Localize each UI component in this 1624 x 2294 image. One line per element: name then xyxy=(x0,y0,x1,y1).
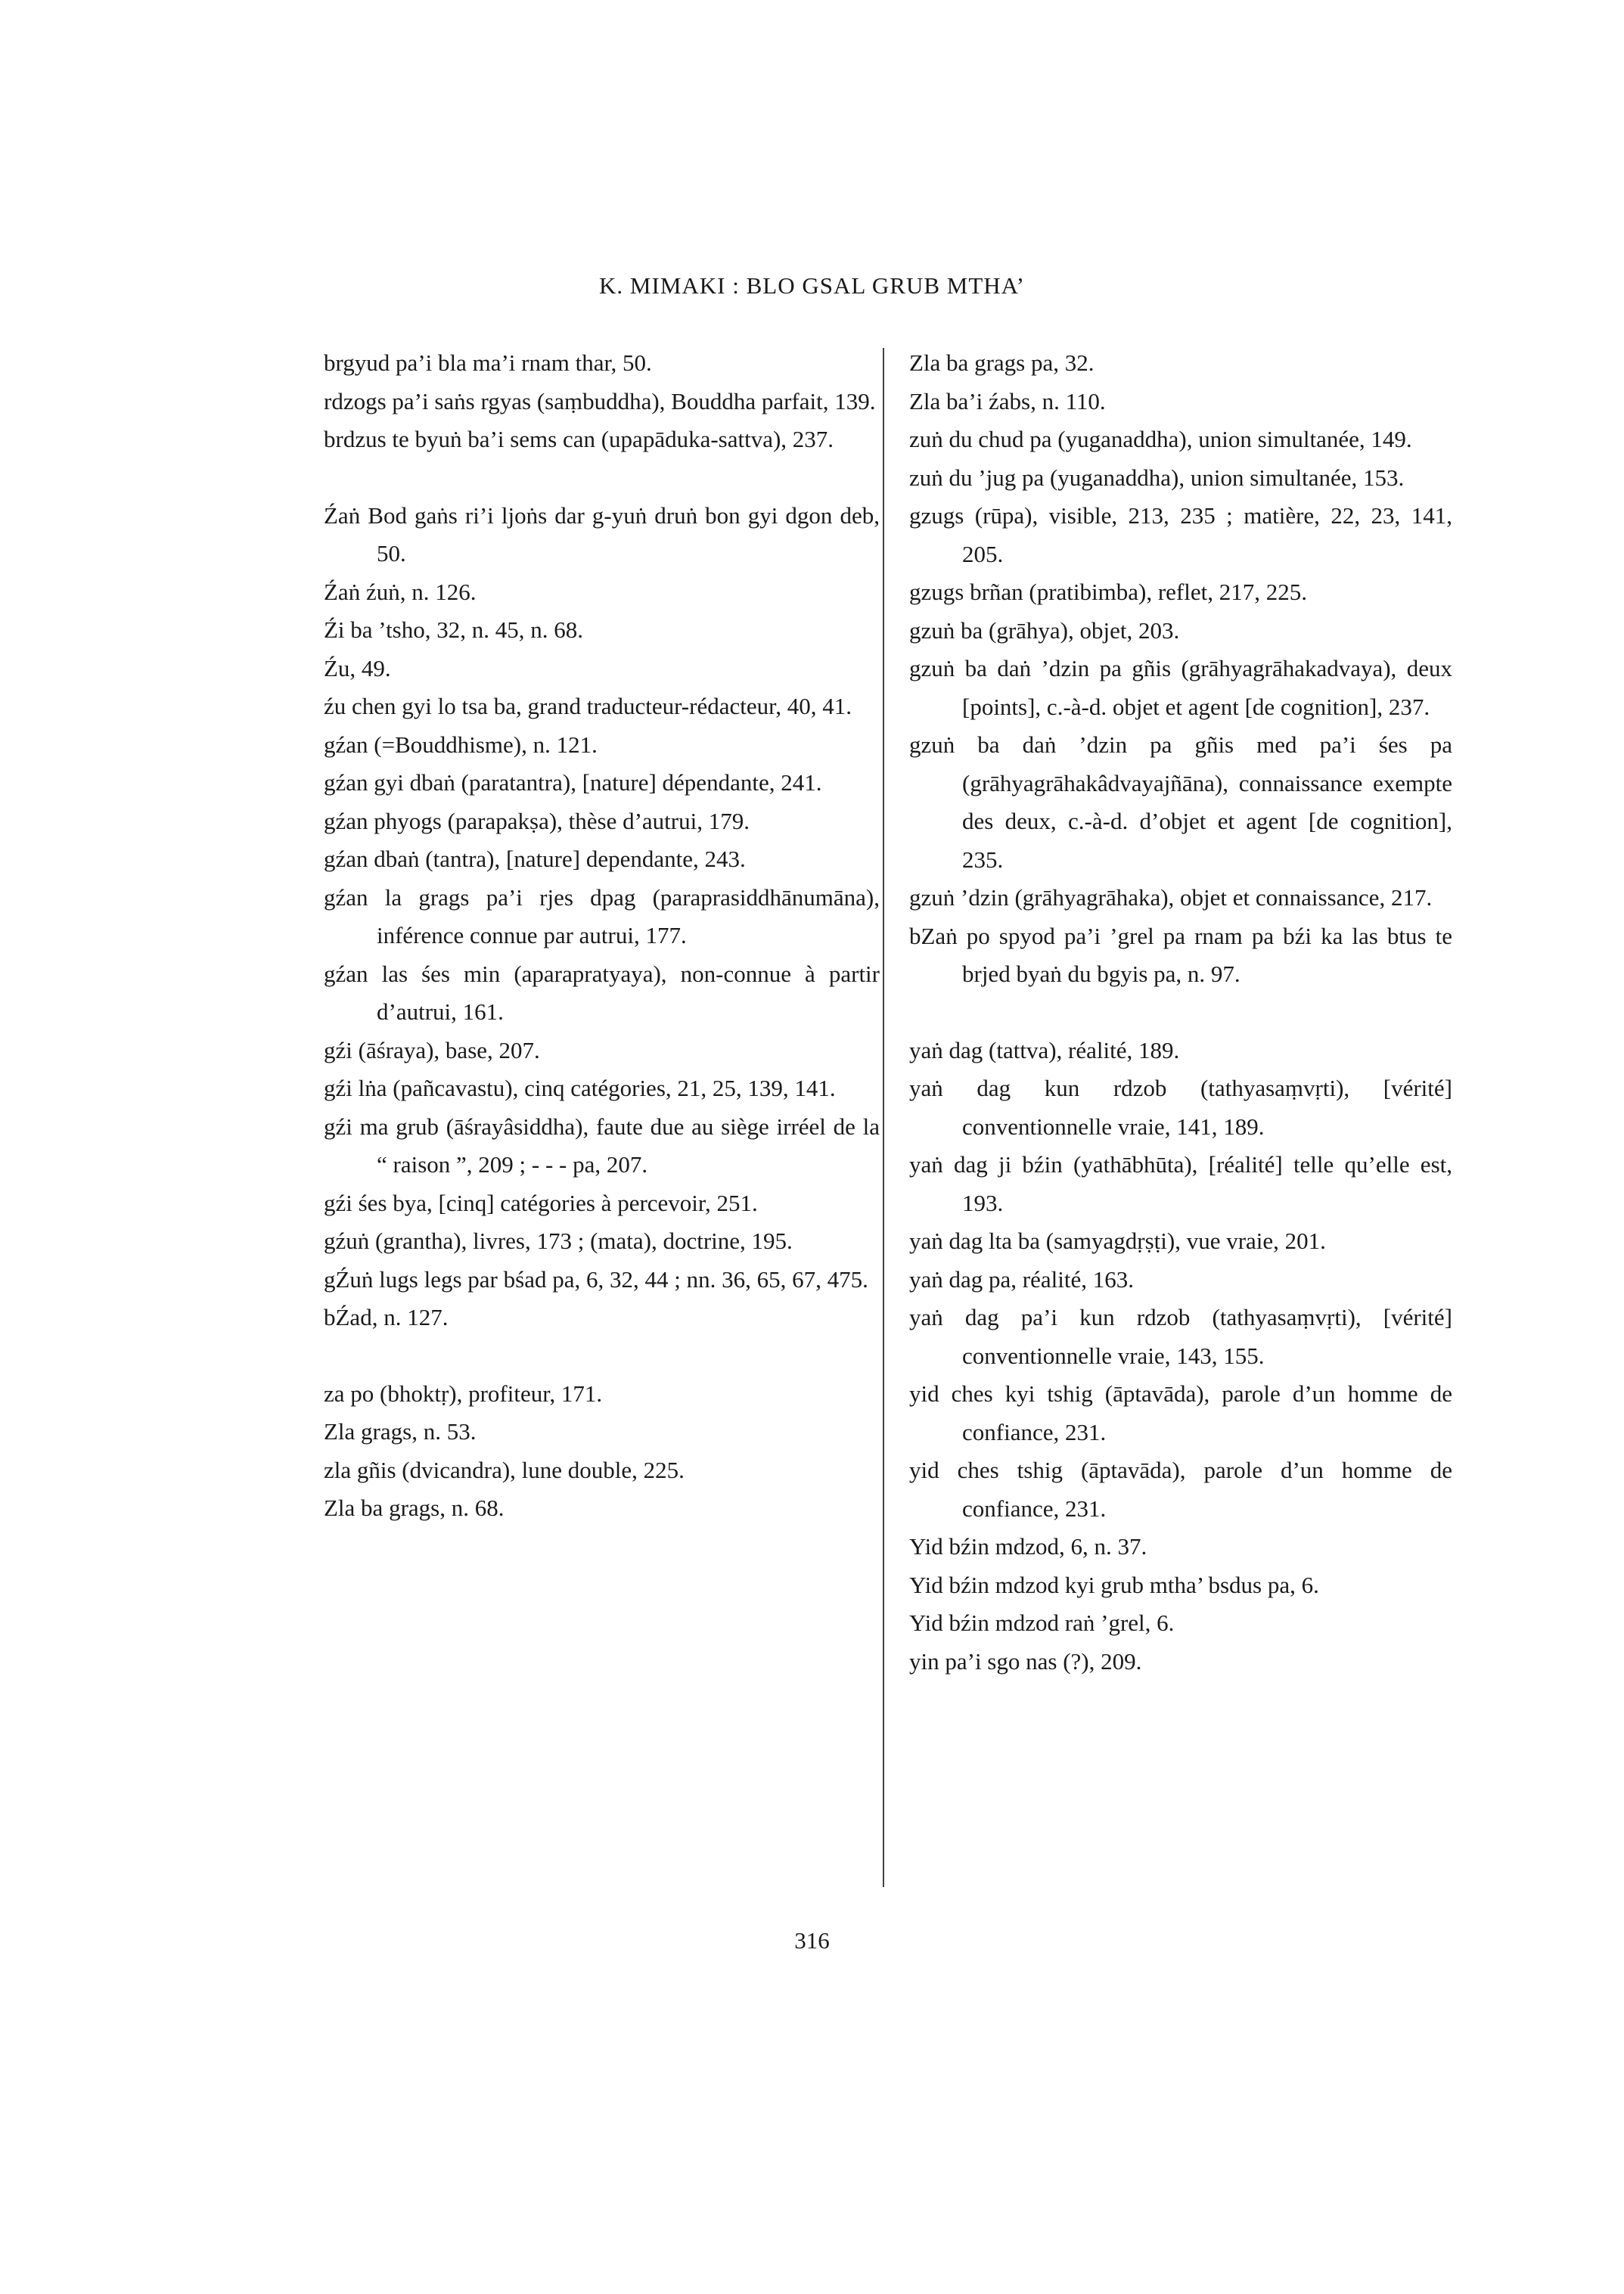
index-entry: gźan la grags pa’i rjes dpag (paraprasiddhānumāna), inférence connue par autrui, 177. xyxy=(324,883,880,948)
entry-group xyxy=(909,344,1452,994)
index-entry: gźan dbaṅ (tantra), [nature] dependante, 243. xyxy=(324,846,746,872)
entry-group xyxy=(324,344,880,459)
index-entry: bŹad, n. 127. xyxy=(324,1304,449,1330)
left-column xyxy=(324,344,880,1528)
index-entry: za po (bhoktṛ), profiteur, 171. xyxy=(324,1380,603,1407)
index-entry: Yid bźin mdzod kyi grub mtha’ bsdus pa, 6. xyxy=(909,1571,1319,1598)
index-entry: yaṅ dag lta ba (samyagdṛṣṭi), vue vraie, 201. xyxy=(909,1228,1326,1254)
entry-group xyxy=(909,1032,1452,1681)
index-entry: gźan gyi dbaṅ (paratantra), [nature] dépendante, 241. xyxy=(324,769,822,796)
index-entry: yaṅ dag (tattva), réalité, 189. xyxy=(909,1036,1180,1063)
index-entry: yaṅ dag ji bźin (yathābhūta), [réalité] telle qu’elle est, 193. xyxy=(909,1151,1452,1216)
index-entry: gzuṅ ba daṅ ’dzin pa gñis med pa’i śes pa (grāhyagrāhakâdvayajñāna), connaissance exempte des deux, c.-à-d. d’objet et agent [de cognition], 235. xyxy=(909,731,1452,873)
index-entry: zla gñis (dvicandra), lune double, 225. xyxy=(324,1456,685,1483)
index-entry: bZaṅ po spyod pa’i ’grel pa rnam pa bźi ka las btus te brjed byaṅ du bgyis pa, n. 97. xyxy=(909,922,1452,987)
index-entry: gźi (āśraya), base, 207. xyxy=(324,1036,540,1063)
index-entry: Źaṅ źuṅ, n. 126. xyxy=(324,578,477,605)
index-entry: yaṅ dag pa’i kun rdzob (tathyasaṃvṛti), [vérité] conventionnelle vraie, 143, 155. xyxy=(909,1304,1452,1369)
index-entry: gzugs brñan (pratibimba), reflet, 217, 225. xyxy=(909,579,1307,605)
index-entry: rdzogs pa’i saṅs rgyas (saṃbuddha), Bouddha parfait, 139. xyxy=(324,387,876,414)
index-entry: Zla grags, n. 53. xyxy=(324,1418,477,1445)
index-entry: gzuṅ ba daṅ ’dzin pa gñis (grāhyagrāhakadvaya), deux [points], c.-à-d. objet et agent [de cognition], 237. xyxy=(909,655,1452,720)
index-entry: zuṅ du ’jug pa (yuganaddha), union simultanée, 153. xyxy=(909,464,1405,491)
index-entry: yaṅ dag pa, réalité, 163. xyxy=(909,1265,1134,1293)
index-entry: Zla ba grags, n. 68. xyxy=(324,1495,505,1521)
column-divider xyxy=(883,348,884,1887)
index-entry: zuṅ du chud pa (yuganaddha), union simultanée, 149. xyxy=(909,426,1412,452)
index-entry: gźi lṅa (pañcavastu), cinq catégories, 21, 25, 139, 141. xyxy=(324,1075,836,1101)
index-entry: Źi ba ’tsho, 32, n. 45, n. 68. xyxy=(324,616,583,643)
index-entry: Yid bźin mdzod, 6, n. 37. xyxy=(909,1533,1147,1560)
index-entry: gźan (=Bouddhisme), n. 121. xyxy=(324,731,598,758)
page-number: 316 xyxy=(794,1927,830,1954)
index-entry: Yid bźin mdzod raṅ ’grel, 6. xyxy=(909,1610,1175,1636)
entry-group xyxy=(324,1375,880,1528)
index-entry: gŹuṅ lugs legs par bśad pa, 6, 32, 44 ; nn. 36, 65, 67, 475. xyxy=(324,1265,868,1293)
index-entry: yaṅ dag kun rdzob (tathyasaṃvṛti), [vérité] conventionnelle vraie, 141, 189. xyxy=(909,1075,1452,1140)
running-head: K. MIMAKI : BLO GSAL GRUB MTHA’ xyxy=(599,272,1025,299)
index-entry: źu chen gyi lo tsa ba, grand traducteur-rédacteur, 40, 41. xyxy=(324,693,852,719)
index-entry: gzugs (rūpa), visible, 213, 235 ; matière, 22, 23, 141, 205. xyxy=(909,502,1452,567)
index-entry: gźi śes bya, [cinq] catégories à percevoir, 251. xyxy=(324,1189,758,1216)
index-entry: Zla ba grags pa, 32. xyxy=(909,349,1095,376)
index-entry: gzuṅ ’dzin (grāhyagrāhaka), objet et connaissance, 217. xyxy=(909,884,1433,911)
index-entry: gźan phyogs (parapakṣa), thèse d’autrui, 179. xyxy=(324,807,750,834)
index-entry: Zla ba’i źabs, n. 110. xyxy=(909,387,1106,414)
index-entry: gźan las śes min (aparapratyaya), non-connue à partir d’autrui, 161. xyxy=(324,960,880,1025)
index-entry: gźuṅ (grantha), livres, 173 ; (mata), doctrine, 195. xyxy=(324,1228,793,1254)
index-entry: yin pa’i sgo nas (?), 209. xyxy=(909,1647,1142,1675)
index-entry: yid ches kyi tshig (āptavāda), parole d’un homme de confiance, 231. xyxy=(909,1380,1452,1445)
index-entry: brgyud pa’i bla ma’i rnam thar, 50. xyxy=(324,349,652,376)
index-entry: Źaṅ Bod gaṅs ri’i ljoṅs dar g-yuṅ druṅ bon gyi dgon deb, 50. xyxy=(324,501,880,567)
index-entry: gzuṅ ba (grāhya), objet, 203. xyxy=(909,616,1180,644)
index-entry: brdzus te byuṅ ba’i sems can (upapāduka-sattva), 237. xyxy=(324,426,834,452)
index-entry: yid ches tshig (āptavāda), parole d’un homme de confiance, 231. xyxy=(909,1457,1452,1522)
index-entry: gźi ma grub (āśrayâsiddha), faute due au siège irréel de la “ raison ”, 209 ; - - - pa, 207. xyxy=(324,1113,880,1178)
right-column xyxy=(909,344,1452,1681)
index-entry: Źu, 49. xyxy=(324,654,391,681)
entry-group xyxy=(324,497,880,1337)
